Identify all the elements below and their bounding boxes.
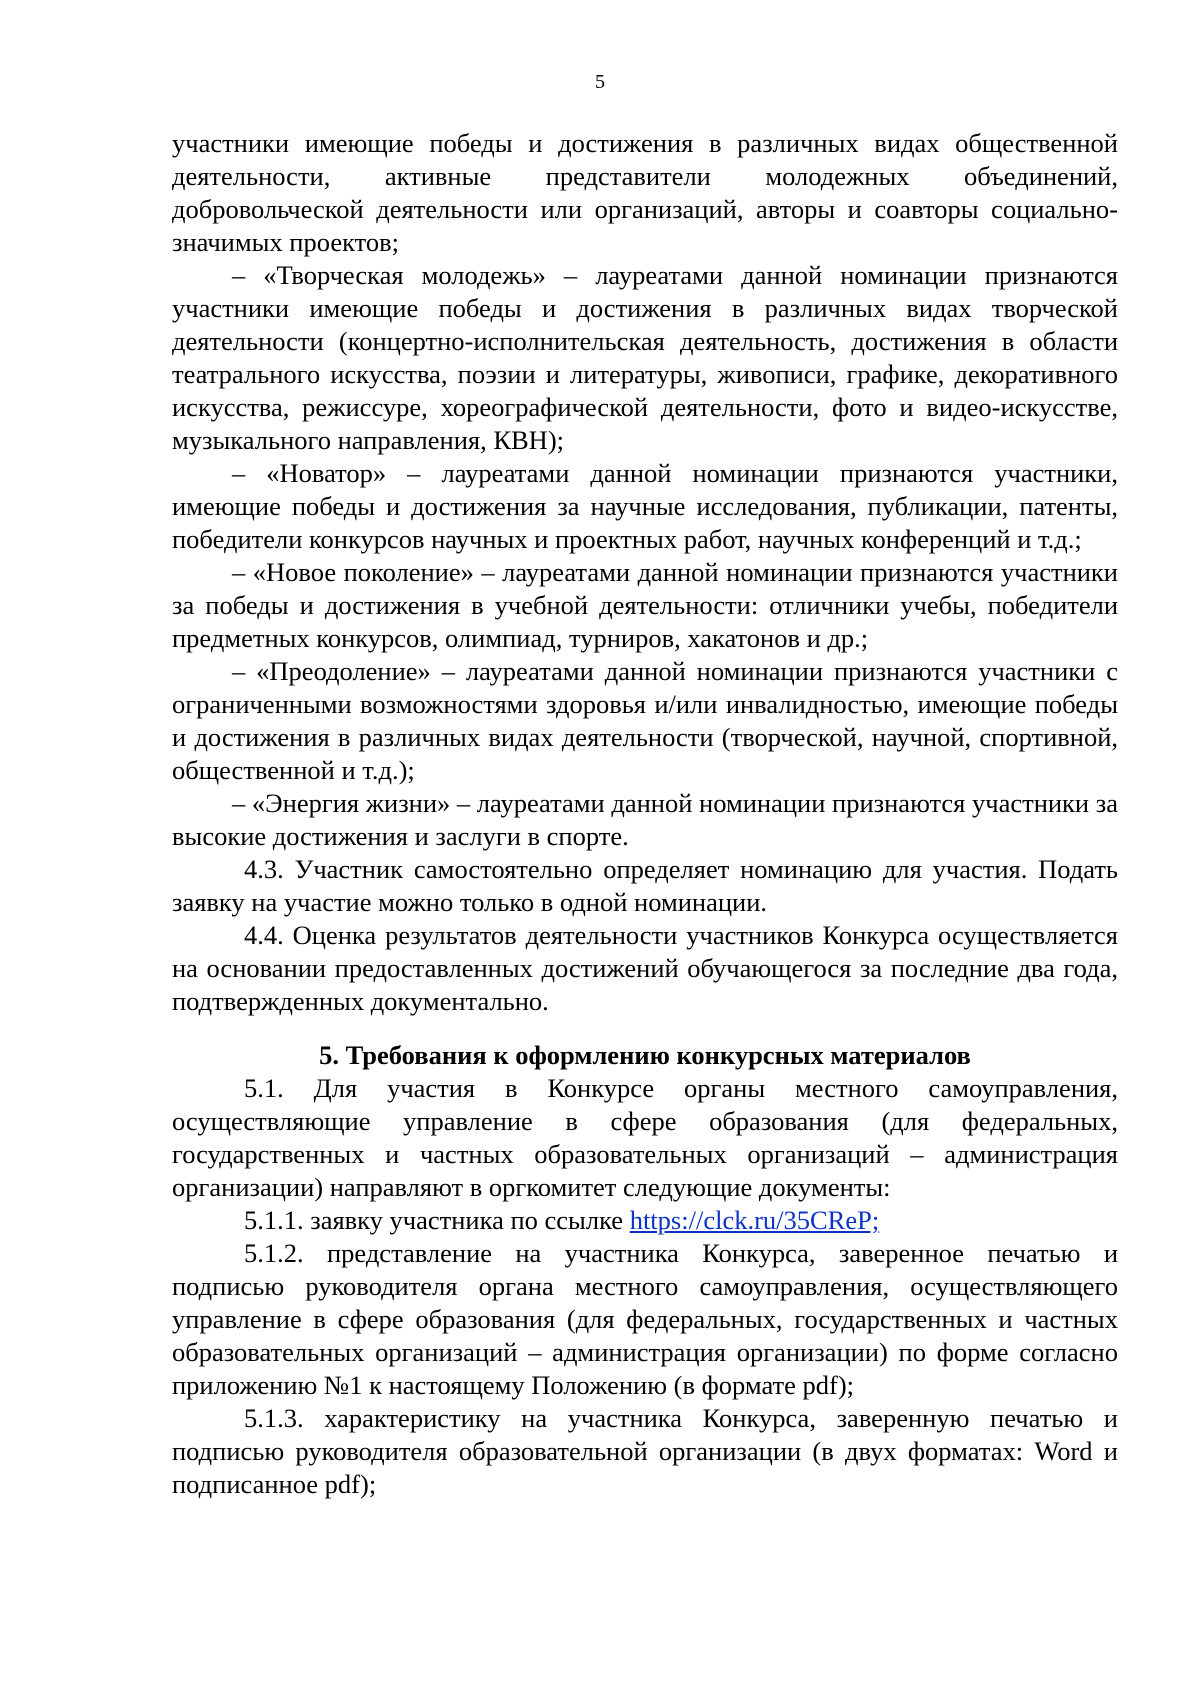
paragraph-innovator: – «Новатор» – лауреатами данной номинации признаются участники, имеющие победы и достижения за научные исследования, публикации, патенты, победители конкурсов научных и проектных работ, научных конференций и т.д.; xyxy=(172,458,1118,554)
paragraph-5-1-1-text: 5.1.1. заявку участника по ссылке xyxy=(244,1205,630,1235)
paragraph-4-4: 4.4. Оценка результатов деятельности участников Конкурса осуществляется на основании предоставленных достижений обучающегося за последние два года, подтвержденных документально. xyxy=(172,920,1118,1016)
paragraph-new-generation: – «Новое поколение» – лауреатами данной номинации признаются участники за победы и достижения в учебной деятельности: отличники учебы, победители предметных конкурсов, олимпиад, турниров, хакатонов и др.; xyxy=(172,557,1118,653)
application-link[interactable]: https://clck.ru/35CReP; xyxy=(629,1205,880,1235)
page-number: 5 xyxy=(595,71,605,93)
paragraph-5-1: 5.1. Для участия в Конкурсе органы местного самоуправления, осуществляющие управление в сфере образования (для федеральных, государственных и частных образовательных организаций – администрация организации) направляют в оргкомитет следующие документы: xyxy=(172,1073,1118,1202)
paragraph-5-1-2: 5.1.2. представление на участника Конкурса, заверенное печатью и подписью руководителя органа местного самоуправления, осуществляющего управление в сфере образования (для федеральных, государственных и частных образовательных организаций – администрация организации) по форме согласно приложению №1 к настоящему Положению (в формате pdf); xyxy=(172,1238,1118,1400)
paragraph-5-1-1 xyxy=(172,1204,1118,1237)
paragraph-creative-youth: – «Творческая молодежь» – лауреатами данной номинации признаются участники имеющие победы и достижения в различных видах творческой деятельности (концертно-исполнительская деятельность, достижения в области театрального искусства, поэзии и литературы, живописи, графике, декоративного искусства, режиссуре, хореографической деятельности, фото и видео-искусстве, музыкального направления, КВН); xyxy=(172,260,1118,455)
paragraph-energy-of-life: – «Энергия жизни» – лауреатами данной номинации признаются участники за высокие достижения и заслуги в спорте. xyxy=(172,788,1118,851)
paragraph-overcoming: – «Преодоление» – лауреатами данной номинации признаются участники с ограниченными возможностями здоровья и/или инвалидностью, имеющие победы и достижения в различных видах деятельности (творческой, научной, спортивной, общественной и т.д.); xyxy=(172,656,1118,785)
paragraph-5-1-3: 5.1.3. характеристику на участника Конкурса, заверенную печатью и подписью руководителя образовательной организации (в двух форматах: Word и подписанное pdf); xyxy=(172,1403,1118,1499)
paragraph-4-3: 4.3. Участник самостоятельно определяет номинацию для участия. Подать заявку на участие можно только в одной номинации. xyxy=(172,854,1118,917)
paragraph-social-activity-continued: участники имеющие победы и достижения в различных видах общественной деятельности, активные представители молодежных объединений, добровольческой деятельности или организаций, авторы и соавторы социально-значимых проектов; xyxy=(172,128,1118,257)
section-5-heading: 5. Требования к оформлению конкурсных материалов xyxy=(319,1040,971,1070)
document-body xyxy=(172,127,1118,1501)
